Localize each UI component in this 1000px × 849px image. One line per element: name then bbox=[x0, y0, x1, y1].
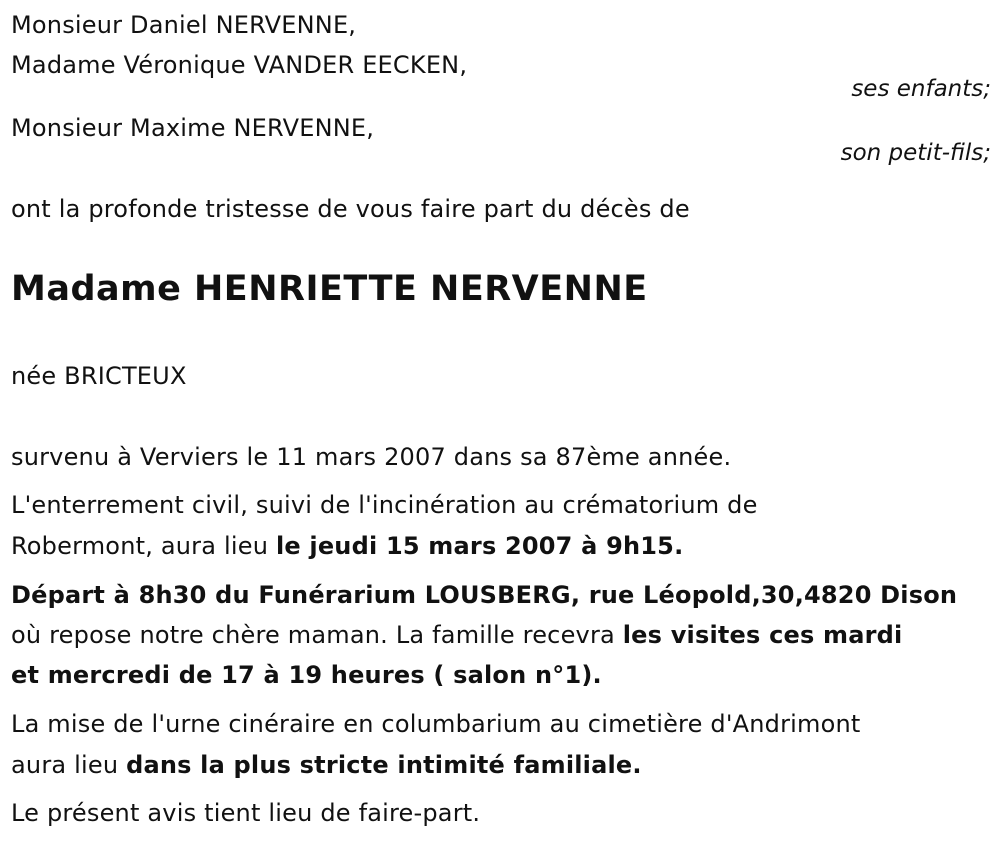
departure-info: Départ à 8h30 du Funérarium LOUSBERG, rue Léopold,30,4820 Dison bbox=[11, 581, 958, 609]
departure-line-3 bbox=[11, 655, 602, 695]
death-notice bbox=[11, 0, 991, 849]
urn-line-2-prefix: aura lieu bbox=[11, 751, 127, 779]
departure-line-2 bbox=[11, 615, 902, 655]
visits-info: les visites ces mardi bbox=[622, 621, 903, 649]
urn-line-1: La mise de l'urne cinéraire en columbarium au cimetière d'Andrimont bbox=[11, 710, 861, 738]
announcer-grandchild: Monsieur Maxime NERVENNE, bbox=[11, 114, 375, 142]
closing-text: Le présent avis tient lieu de faire-part. bbox=[11, 799, 481, 827]
announcer-child-1: Monsieur Daniel NERVENNE, bbox=[11, 11, 357, 39]
death-details: survenu à Verviers le 11 mars 2007 dans sa 87ème année. bbox=[11, 443, 732, 471]
announcer-child-2: Madame Véronique VANDER EECKEN, bbox=[11, 51, 468, 79]
grandchild-relation: son petit-fils; bbox=[840, 140, 991, 166]
funeral-line-1: L'enterrement civil, suivi de l'incinération au crématorium de bbox=[11, 491, 758, 519]
visits-schedule: et mercredi de 17 à 19 heures ( salon n°1). bbox=[11, 661, 602, 689]
funeral-line-2-prefix: Robermont, aura lieu bbox=[11, 532, 276, 560]
urn-privacy: dans la plus stricte intimité familiale. bbox=[126, 751, 642, 779]
funeral-date: le jeudi 15 mars 2007 à 9h15. bbox=[275, 532, 684, 560]
children-relation: ses enfants; bbox=[851, 76, 991, 102]
urn-line-2 bbox=[11, 745, 642, 785]
deceased-name: Madame HENRIETTE NERVENNE bbox=[11, 269, 648, 309]
departure-line-1 bbox=[11, 575, 957, 615]
funeral-line-2 bbox=[11, 526, 683, 566]
departure-line-2-prefix: où repose notre chère maman. La famille recevra bbox=[11, 621, 623, 649]
maiden-name: née BRICTEUX bbox=[11, 362, 187, 390]
intro-text: ont la profonde tristesse de vous faire part du décès de bbox=[11, 195, 690, 223]
